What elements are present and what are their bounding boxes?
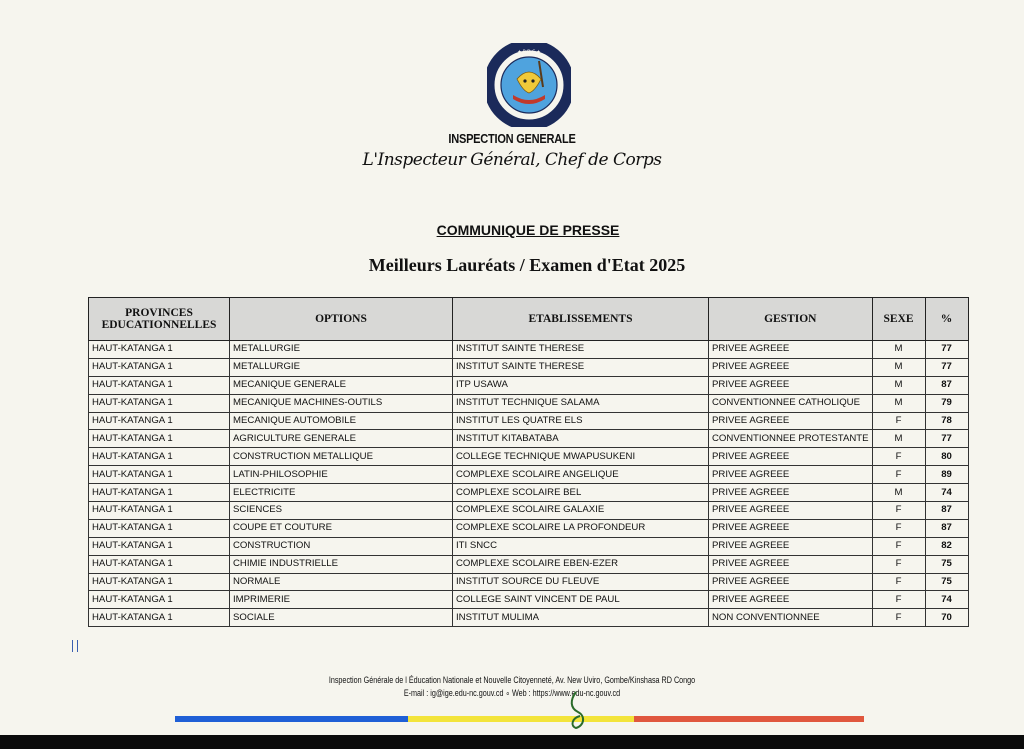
cell-etablissement: ITP USAWA	[453, 376, 709, 394]
cell-option: METALLURGIE	[230, 358, 453, 376]
cell-percent: 80	[925, 448, 968, 466]
table-row	[89, 591, 969, 609]
cell-sexe: F	[872, 448, 925, 466]
cell-gestion: CONVENTIONNEE PROTESTANTE	[709, 430, 873, 448]
cell-percent: 89	[925, 466, 968, 484]
cell-sexe: M	[872, 430, 925, 448]
cell-sexe: M	[872, 358, 925, 376]
cell-option: ELECTRICITE	[230, 484, 453, 502]
header-percent: %	[925, 298, 968, 341]
cell-gestion: PRIVEE AGREEE	[709, 591, 873, 609]
cell-sexe: F	[872, 573, 925, 591]
cell-percent: 87	[925, 376, 968, 394]
scan-bottom-edge	[0, 735, 1024, 749]
cell-option: MECANIQUE GENERALE	[230, 376, 453, 394]
cell-sexe: F	[872, 519, 925, 537]
table-row	[89, 609, 969, 627]
cell-percent: 75	[925, 555, 968, 573]
cell-sexe: F	[872, 537, 925, 555]
table-row	[89, 430, 969, 448]
table-row	[89, 341, 969, 359]
cell-sexe: M	[872, 394, 925, 412]
cell-province: HAUT-KATANGA 1	[89, 591, 230, 609]
cell-percent: 82	[925, 537, 968, 555]
header-gestion: GESTION	[709, 298, 873, 341]
table-row	[89, 466, 969, 484]
table-row	[89, 502, 969, 520]
cell-province: HAUT-KATANGA 1	[89, 484, 230, 502]
cell-percent: 77	[925, 430, 968, 448]
cell-gestion: PRIVEE AGREEE	[709, 358, 873, 376]
cell-province: HAUT-KATANGA 1	[89, 341, 230, 359]
cell-sexe: F	[872, 609, 925, 627]
cell-sexe: F	[872, 502, 925, 520]
cell-sexe: F	[872, 591, 925, 609]
header-sexe: SEXE	[872, 298, 925, 341]
cell-gestion: PRIVEE AGREEE	[709, 537, 873, 555]
cell-percent: 75	[925, 573, 968, 591]
cell-option: AGRICULTURE GENERALE	[230, 430, 453, 448]
document-title: Meilleurs Lauréats / Examen d'Etat 2025	[368, 255, 686, 275]
cell-etablissement: INSTITUT KITABATABA	[453, 430, 709, 448]
cell-option: CONSTRUCTION	[230, 537, 453, 555]
cell-option: IMPRIMERIE	[230, 591, 453, 609]
communique-heading: COMMUNIQUE DE PRESSE	[436, 222, 620, 238]
cell-etablissement: COLLEGE SAINT VINCENT DE PAUL	[453, 591, 709, 609]
cell-sexe: M	[872, 341, 925, 359]
cell-province: HAUT-KATANGA 1	[89, 609, 230, 627]
cell-gestion: PRIVEE AGREEE	[709, 376, 873, 394]
cell-province: HAUT-KATANGA 1	[89, 358, 230, 376]
cell-sexe: M	[872, 484, 925, 502]
cell-gestion: PRIVEE AGREEE	[709, 484, 873, 502]
header-provinces: PROVINCES EDUCATIONNELLES	[89, 298, 230, 341]
cell-province: HAUT-KATANGA 1	[89, 412, 230, 430]
cell-etablissement: COMPLEXE SCOLAIRE BEL	[453, 484, 709, 502]
organization-subtitle: L'Inspecteur Général, Chef de Corps	[362, 150, 662, 170]
cell-percent: 77	[925, 358, 968, 376]
cell-option: MECANIQUE AUTOMOBILE	[230, 412, 453, 430]
cell-option: SOCIALE	[230, 609, 453, 627]
cell-sexe: F	[872, 466, 925, 484]
cell-province: HAUT-KATANGA 1	[89, 448, 230, 466]
cell-province: HAUT-KATANGA 1	[89, 466, 230, 484]
cell-etablissement: COMPLEXE SCOLAIRE ANGELIQUE	[453, 466, 709, 484]
cell-province: HAUT-KATANGA 1	[89, 573, 230, 591]
cell-gestion: PRIVEE AGREEE	[709, 448, 873, 466]
cell-etablissement: INSTITUT LES QUATRE ELS	[453, 412, 709, 430]
cell-percent: 74	[925, 591, 968, 609]
cell-province: HAUT-KATANGA 1	[89, 376, 230, 394]
cell-etablissement: ITI SNCC	[453, 537, 709, 555]
cell-option: COUPE ET COUTURE	[230, 519, 453, 537]
flag-stripe-red	[634, 716, 864, 722]
cell-province: HAUT-KATANGA 1	[89, 394, 230, 412]
svg-text:★ R.D.C ★: ★ R.D.C ★	[517, 50, 541, 55]
flag-stripe-yellow	[408, 716, 634, 722]
cell-sexe: F	[872, 412, 925, 430]
table-row	[89, 412, 969, 430]
table-row	[89, 358, 969, 376]
cell-province: HAUT-KATANGA 1	[89, 537, 230, 555]
margin-mark	[72, 640, 78, 652]
signature-mark	[566, 690, 590, 730]
cell-option: METALLURGIE	[230, 341, 453, 359]
ministry-seal-logo	[487, 43, 571, 127]
table-header-row	[89, 298, 969, 341]
cell-option: CHIMIE INDUSTRIELLE	[230, 555, 453, 573]
cell-etablissement: INSTITUT MULIMA	[453, 609, 709, 627]
cell-option: CONSTRUCTION METALLIQUE	[230, 448, 453, 466]
cell-percent: 70	[925, 609, 968, 627]
cell-option: MECANIQUE MACHINES-OUTILS	[230, 394, 453, 412]
cell-etablissement: INSTITUT SAINTE THERESE	[453, 341, 709, 359]
cell-etablissement: COMPLEXE SCOLAIRE GALAXIE	[453, 502, 709, 520]
cell-option: LATIN-PHILOSOPHIE	[230, 466, 453, 484]
cell-etablissement: COMPLEXE SCOLAIRE EBEN-EZER	[453, 555, 709, 573]
cell-percent: 87	[925, 519, 968, 537]
cell-gestion: PRIVEE AGREEE	[709, 555, 873, 573]
cell-gestion: PRIVEE AGREEE	[709, 466, 873, 484]
table-row	[89, 537, 969, 555]
cell-sexe: F	[872, 555, 925, 573]
header-etablissements: ETABLISSEMENTS	[453, 298, 709, 341]
table-row	[89, 376, 969, 394]
cell-etablissement: INSTITUT TECHNIQUE SALAMA	[453, 394, 709, 412]
cell-sexe: M	[872, 376, 925, 394]
header-options: OPTIONS	[230, 298, 453, 341]
cell-etablissement: COLLEGE TECHNIQUE MWAPUSUKENI	[453, 448, 709, 466]
cell-gestion: PRIVEE AGREEE	[709, 573, 873, 591]
cell-percent: 79	[925, 394, 968, 412]
table-row	[89, 448, 969, 466]
table-row	[89, 519, 969, 537]
cell-gestion: PRIVEE AGREEE	[709, 341, 873, 359]
cell-province: HAUT-KATANGA 1	[89, 555, 230, 573]
table-row	[89, 484, 969, 502]
cell-gestion: PRIVEE AGREEE	[709, 519, 873, 537]
cell-gestion: CONVENTIONNEE CATHOLIQUE	[709, 394, 873, 412]
organization-name: INSPECTION GENERALE	[448, 131, 576, 146]
flag-stripe-blue	[175, 716, 408, 722]
table-row	[89, 555, 969, 573]
laureates-table	[88, 297, 969, 627]
cell-gestion: PRIVEE AGREEE	[709, 412, 873, 430]
cell-gestion: NON CONVENTIONNEE	[709, 609, 873, 627]
footer-contact: E-mail : ig@ige.edu-nc.gouv.cd ∘ Web : https://www.edu-nc.gouv.cd	[403, 688, 621, 698]
cell-etablissement: INSTITUT SAINTE THERESE	[453, 358, 709, 376]
cell-gestion: PRIVEE AGREEE	[709, 502, 873, 520]
cell-percent: 87	[925, 502, 968, 520]
cell-percent: 78	[925, 412, 968, 430]
table-row	[89, 394, 969, 412]
cell-percent: 74	[925, 484, 968, 502]
cell-option: SCIENCES	[230, 502, 453, 520]
cell-province: HAUT-KATANGA 1	[89, 430, 230, 448]
cell-option: NORMALE	[230, 573, 453, 591]
footer-address: Inspection Générale de l Éducation Nationale et Nouvelle Citoyenneté, Av. New Uviro, Gombe/Kinshasa RD Congo	[328, 675, 696, 685]
cell-province: HAUT-KATANGA 1	[89, 519, 230, 537]
cell-province: HAUT-KATANGA 1	[89, 502, 230, 520]
cell-percent: 77	[925, 341, 968, 359]
table-row	[89, 573, 969, 591]
table-body	[89, 341, 969, 627]
cell-etablissement: COMPLEXE SCOLAIRE LA PROFONDEUR	[453, 519, 709, 537]
cell-etablissement: INSTITUT SOURCE DU FLEUVE	[453, 573, 709, 591]
